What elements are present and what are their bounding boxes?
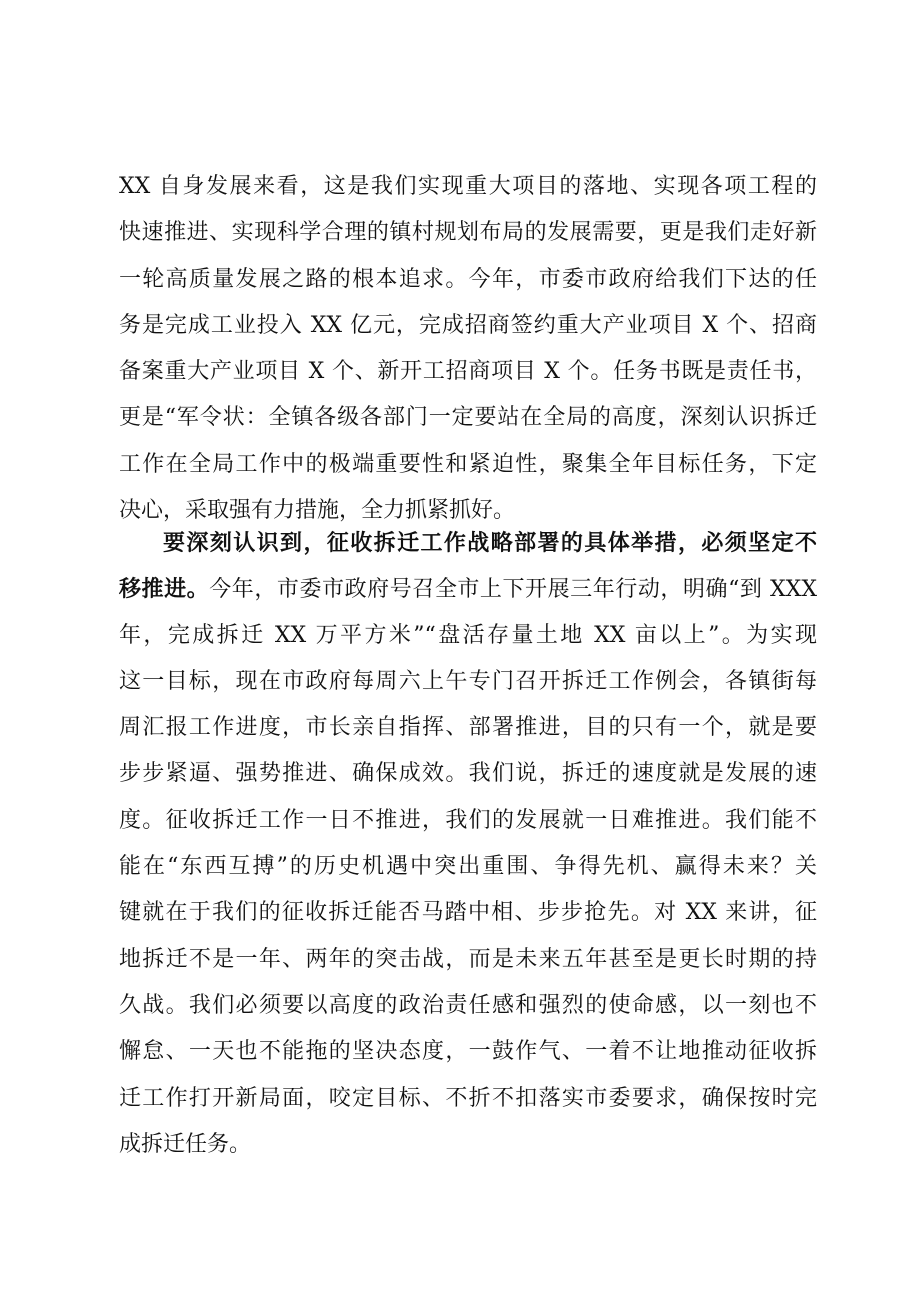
text-line: 工作在全局工作中的极端重要性和紧迫性，聚集全年目标任务，下定 (119, 451, 817, 477)
text-line: 决心，采取强有力措施，全力抓紧抓好。 (119, 498, 516, 524)
text-line: 能在“东西互搏”的历史机遇中突出重围、争得先机、赢得未来？关 (119, 854, 817, 880)
text-line: 久战。我们必须要以高度的政治责任感和强烈的使命感，以一刻也不 (119, 992, 817, 1018)
bold-heading-line: 要深刻认识到，征收拆迁工作战略部署的具体举措，必须坚定不 (163, 530, 817, 556)
text-line: 更是“军令状：全镇各级各部门一定要站在全局的高度，深刻认识拆迁 (119, 405, 817, 431)
text-line: 度。征收拆迁工作一日不推进，我们的发展就一日难推进。我们能不 (119, 807, 817, 833)
text-line: 地拆迁不是一年、两年的突击战，而是未来五年甚至是更长时期的持 (119, 946, 817, 972)
text-line: XX 自身发展来看，这是我们实现重大项目的落地、实现各项工程的 (119, 174, 817, 199)
text-line: 这一目标，现在市政府每周六上午专门召开拆迁工作例会，各镇街每 (119, 668, 817, 694)
text-line: 快速推进、实现科学合理的镇村规划布局的发展需要，更是我们走好新 (119, 220, 817, 246)
text-line: 键就在于我们的征收拆迁能否马踏中相、步步抢先。对 XX 来讲，征 (119, 900, 817, 926)
text-line: 年，完成拆迁 XX 万平方米”“盘活存量土地 XX 亩以上”。为实现 (119, 622, 817, 648)
text-line: 成拆迁任务。 (119, 1131, 252, 1157)
text-line: 步步紧逼、强势推进、确保成效。我们说，拆迁的速度就是发展的速 (119, 761, 817, 787)
text-line: 周汇报工作进度，市长亲自指挥、部署推进，目的只有一个，就是要 (119, 715, 817, 741)
text-line: 备案重大产业项目 X 个、新开工招商项目 X 个。任务书既是责任书， (119, 359, 817, 385)
text-line: 懈怠、一天也不能拖的坚决态度，一鼓作气、一着不让地推动征收拆 (119, 1039, 817, 1065)
paragraph-1 (119, 164, 817, 534)
bold-heading-end: 移推进。 (119, 576, 210, 603)
text-line (119, 566, 817, 612)
text-line: 一轮高质量发展之路的根本追求。今年，市委市政府给我们下达的任 (119, 266, 817, 292)
text-line: 务是完成工业投入 XX 亿元，完成招商签约重大产业项目 X 个、招商 (119, 312, 817, 338)
text-run: 今年，市委市政府号召全市上下开展三年行动，明确“到 XXX (209, 577, 817, 603)
paragraph-2 (119, 520, 817, 1168)
text-line: 迁工作打开新局面，咬定目标、不折不扣落实市委要求，确保按时完 (119, 1085, 817, 1111)
